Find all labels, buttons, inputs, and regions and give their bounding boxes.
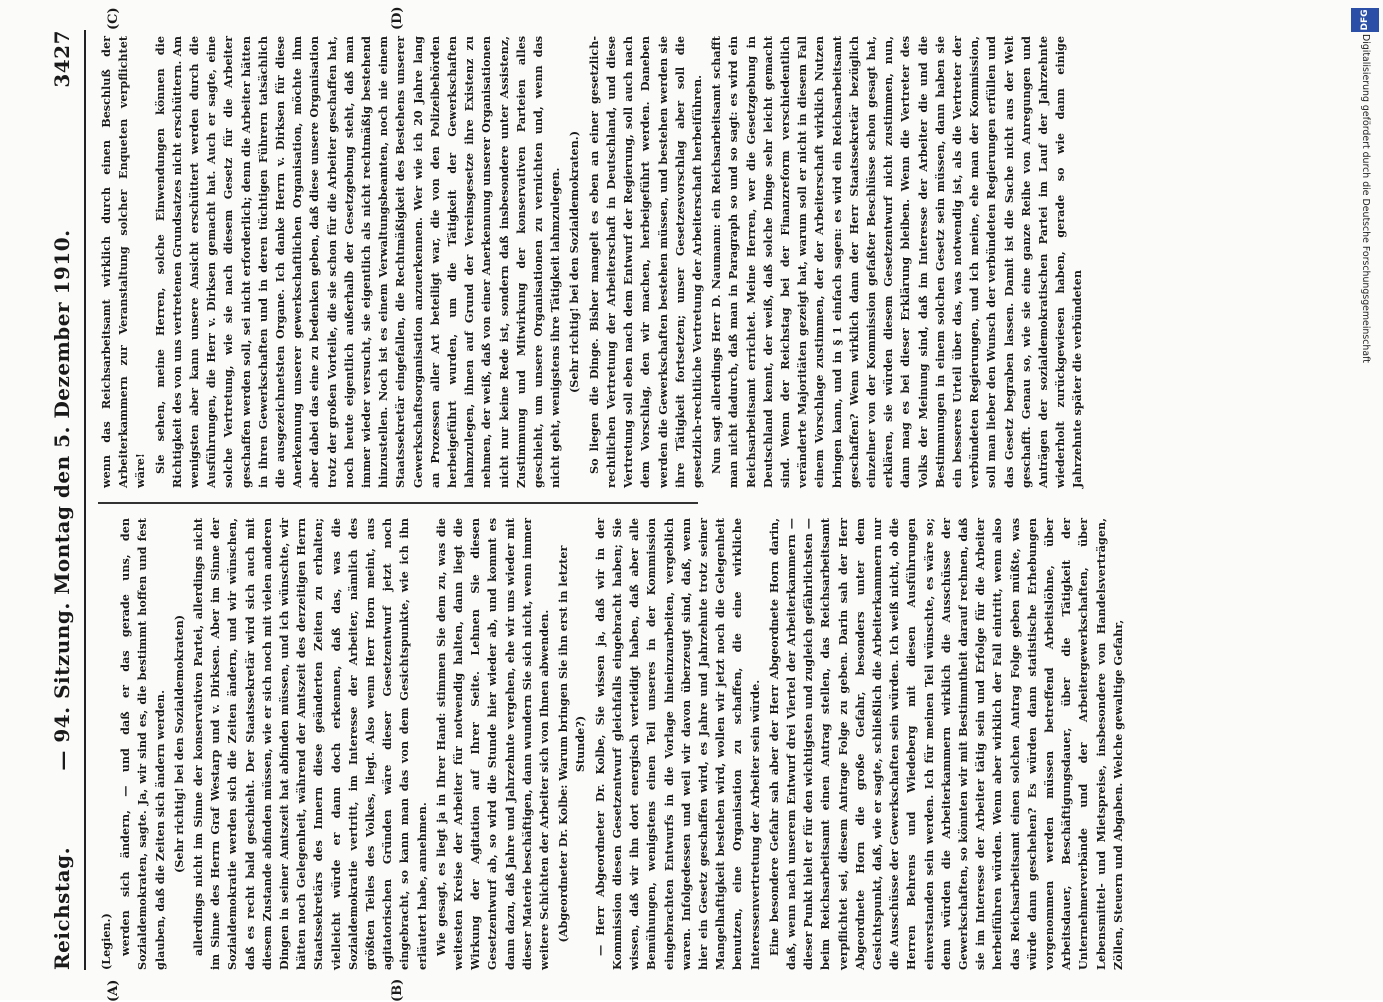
paragraph: Nun sagt allerdings Herr D. Naumann: ein Reichsarbeitsamt schafft man nicht dadurch, daß man in Paragraph so und so sagt: es wird ein Reichsarbeitsamt errichtet. Meine Herren, wer die Gesetzgebung in Deutschland kennt, der weiß, daß solche Dinge sehr leicht gemacht sind. Wenn der Reichstag bei der Finanzreform verschiedentlich veränderte Majoritäten gezeigt hat, warum soll er nicht in diesem Fall einem Vorschlage zustimmen, der der Arbeiterschaft wirklich Nutzen bringen kann, und in § 1 einfach sagen: es wird ein Reichsarbeitsamt geschaffen? Wenn wirklich dann der Herr Staatssekretär bezüglich einzelner von der Kommission gefaßter Beschlüsse schon gesagt hat, erklären, sie würden diesem Gesetzentwurf nicht zustimmen, nun, dann mag es bei dieser Erklärung bleiben. Wenn die Vertreter des Volks der Meinung sind, daß im Interesse der Arbeiter die und die Bestimmungen in einem solchen Gesetz sein müssen, dann haben sie ein besseres Urteil über das, was notwendig ist, als die Vertreter der verbündeten Regierungen, und ich meine, ehe man der Kommission, soll man lieber den Wunsch der verbündeten Regierungen erfüllen und das Gesetz begraben lassen. Damit ist die Sache nicht aus der Welt geschafft. Genau so, wie sie eine ganze Reihe von Anregungen und Anträgen der sozialdemokratischen Partei im Lauf der Jahrzehnte wiederholt zurückgewiesen haben, gerade so wie dann einige Jahrzehnte später die verbündeten bbox=[709, 36, 1085, 488]
digitization-note: Digitalisierung gefördert durch die Deutsche Forschungsgemeinschaft bbox=[1360, 34, 1371, 363]
paragraph: — Herr Abgeordneter Dr. Kolbe, Sie wissen ja, daß wir in der Kommission diesen Gesetzentwurf gleichfalls eingebracht haben; Sie wissen, daß wir ihn dort energisch verteidigt haben, daß aber alle Bemühungen, wenigstens einen Teil unseres in der Kommission eingebrachten Entwurfs in die Vorlage hineinzuarbeiten, vergeblich waren. Infolgedessen und weil wir davon überzeugt sind, daß, wenn hier ein Gesetz geschaffen wird, es Jahre und Jahrzehnte trotz seiner Mangelhaftigkeit bestehen wird, wollen wir jetzt noch die Gelegenheit benutzen, eine Organisation zu schaffen, die eine wirkliche Interessenvertretung der Arbeiter sein würde. bbox=[592, 518, 762, 970]
right-column bbox=[98, 36, 1085, 488]
interjection: (Abgeordneter Dr. Kolbe: Warum bringen Sie ihn erst in letzter Stunde?) bbox=[556, 545, 588, 943]
paragraph: Sie sehen, meine Herren, solche Einwendungen können die Richtigkeit des von uns vertretenen Grundsatzes nicht erschüttern. Am wenigsten aber kann unsere Ansicht erschüttert werden durch die Ausführungen, die Herr v. Dirksen gemacht hat. Auch er sagte, eine solche Vertretung, wie sie nach diesem Gesetz für die Arbeiter geschaffen werden soll, sei nicht erforderlich; denn die Arbeiter hätten in ihren Gewerkschaften und in deren tüchtigen Führern tatsächlich die ausgezeichnetsten Organe. Ich danke Herrn v. Dirksen für diese Anerkennung unserer gewerkschaftlichen Organisation, möchte ihm aber dabei das eine zu bedenken geben, daß diese unsere Organisation trotz der großen Vorteile, die sie schon für die Arbeiter geschaffen hat, noch heute eigentlich außerhalb der Gesetzgebung steht, daß man immer wieder versucht, sie eigentlich als nicht rechtmäßig bestehend hinzustellen. Noch ist es einem Verwaltungsbeamten, noch nie einem Staatssekretär eingefallen, die Rechtmäßigkeit des Bestehens unserer Gewerkschaftsorganisation anzuerkennen. Wer wie ich 20 Jahre lang an Prozessen aller Art beteiligt war, die von den Polizeibehörden herbeigeführt wurden, um die Tätigkeit der Gewerkschaften lahmzulegen, ihnen auf Grund der Vereinsgesetze ihre Existenz zu nehmen, der weiß, daß von einer Anerkennung unserer Organisationen nicht nur keine Rede ist, sondern daß insbesondere unter Assistenz, Zustimmung und Mitwirkung der konservativen Parteien alles geschieht, um unsere Organisationen zu vernichten und, wenn das nicht geht, wenigstens ihre Tätigkeit lahmzulegen. bbox=[152, 36, 563, 488]
column-divider bbox=[98, 502, 698, 504]
header-section: Reichstag. bbox=[50, 846, 74, 970]
dfg-logo: DFG bbox=[1351, 8, 1379, 32]
interjection: (Sehr richtig! bei den Sozialdemokraten) bbox=[171, 614, 186, 874]
header-rule bbox=[84, 30, 86, 970]
rotated-page bbox=[40, 6, 1330, 1002]
paragraph: Eine besondere Gefahr sah aber der Herr Abgeordnete Horn darin, daß, wenn nach unserem Entwurf drei Viertel der Arbeiterkammern — dieser Punkt hielt er für den wichtigsten und zugleich gefährlichsten — beim Reichsarbeitsamt einen Antrag stellen, das Reichsarbeitsamt verpflichtet sei, diesem Antrage Folge zu geben. Darin sah der Herr Abgeordnete Horn die große Gefahr, besonders unter dem Gesichtspunkt, daß, wie er sagte, schließlich die Arbeiterkammern nur die Ausschüsse der Gewerkschaften sein würden. Ich weiß nicht, ob die Herren Behrens und Wiedeberg mit diesen Ausführungen einverstanden sein werden. Ich für meinen Teil wünschte, es wäre so; denn würden die Arbeiterkammern wirklich die Ausschüsse der Gewerkschaften, so könnten wir mit Bestimmtheit darauf rechnen, daß sie im Interesse der Arbeiter tätig sein und Erfolge für die Arbeiter herbeiführen würden. Wenn aber wirklich der Fall eintritt, wenn also das Reichsarbeitsamt einen solchen Antrag Folge geben müßte, was würde dann geschehen? Es würden dann statistische Erhebungen vorgenommen werden müssen betreffend Arbeitslöhne, über Arbeitsdauer, Beschäftigungsdauer, über die Tätigkeit der Unternehmerverbände und der Arbeitergewerkschaften, über Lebensmittel- und Mietspreise, insbesondere von Handelsverträgen, Zöllen, Steuern und Abgaben. Welche gewaltige Gefahr, bbox=[766, 518, 1125, 970]
page-number: 3427 bbox=[50, 30, 74, 88]
margin-mark-d: (D) bbox=[390, 6, 405, 30]
margin-mark-b: (B) bbox=[390, 978, 405, 1002]
paragraph: So liegen die Dinge. Bisher mangelt es eben an einer gesetzlich-rechtlichen Vertretung der Arbeiterschaft in Deutschland, und diese Vertretung soll eben nach dem Entwurf der Regierung, soll auch nach dem Vorschlag, den wir machen, herbeigeführt werden. Daneben werden die Gewerkschaften bestehen müssen, und bestehen werden sie ihre Tätigkeit fortsetzen; unser Gesetzesvorschlag aber soll die gesetzlich-rechtliche Vertretung der Arbeiterschaft herbeiführen. bbox=[586, 36, 704, 488]
margin-mark-c: (C) bbox=[106, 7, 121, 30]
running-header bbox=[50, 30, 80, 970]
paragraph: werden sich ändern, — und daß er das gerade uns, den Sozialdemokraten, sagte. Ja, wir sind es, die bestimmt hoffen und fest glauben, daß die Zeiten sich ändern werden. bbox=[118, 518, 167, 970]
paragraph: Wie gesagt, es liegt ja in Ihrer Hand: stimmen Sie dem zu, was die weitesten Kreise der Arbeiter für notwendig halten, dann liegt die Wirkung der Agitation auf Ihrer Seite. Lehnen Sie diesen Gesetzentwurf ab, so wird die Stunde hier wieder ab, und kommt es dann dazu, daß Jahre und Jahrzehnte vergehen, ehe wir uns wieder mit dieser Materie beschäftigen, dann wundern Sie sich nicht, wenn immer weitere Schichten der Arbeiter sich von Ihnen abwenden. bbox=[433, 518, 552, 970]
speaker-tag: (Legien.) bbox=[99, 913, 113, 970]
paragraph: wenn das Reichsarbeitsamt wirklich durch einen Beschluß der Arbeiterkammern zur Veranstaltung solcher Enqueten verpflichtet wäre! bbox=[99, 36, 148, 488]
interjection: (Sehr richtig! bei den Sozialdemokraten.) bbox=[567, 131, 582, 393]
margin-mark-a: (A) bbox=[106, 979, 121, 1002]
left-column bbox=[98, 518, 1125, 970]
header-session-date: — 94. Sitzung. Montag den 5. Dezember 1910. bbox=[50, 229, 74, 771]
paragraph: allerdings nicht im Sinne der konservativen Partei, allerdings nicht im Sinne des Herrn Graf Westarp und v. Dirksen. Aber im Sinne der Sozialdemokratie werden sich die Zeiten ändern, und wir wünschen, daß es recht bald geschieht. Der Staatssekretär wird sich auch mit diesem Zustande abfinden müssen, wie er sich noch mit vielen anderen Dingen in seiner Amtszeit hat abfinden müssen, und ich wünschte, wir hätten noch Gelegenheit, während der Amtszeit des derzeitigen Herrn Staatssekretärs des Innern diese geänderten Zeiten zu erhalten; vielleicht würde er dann doch erkennen, daß das, was die Sozialdemokratie vertritt, im Interesse der Arbeiter, nämlich des größten Teiles des Volkes, liegt. Also wenn Herr Horn meint, aus agitatorischen Gründen wäre dieser Gesetzentwurf jetzt noch eingebracht, so kann man das von dem Gesichtspunkte, wie ich ihn erläutert habe, annehmen. bbox=[191, 518, 429, 970]
